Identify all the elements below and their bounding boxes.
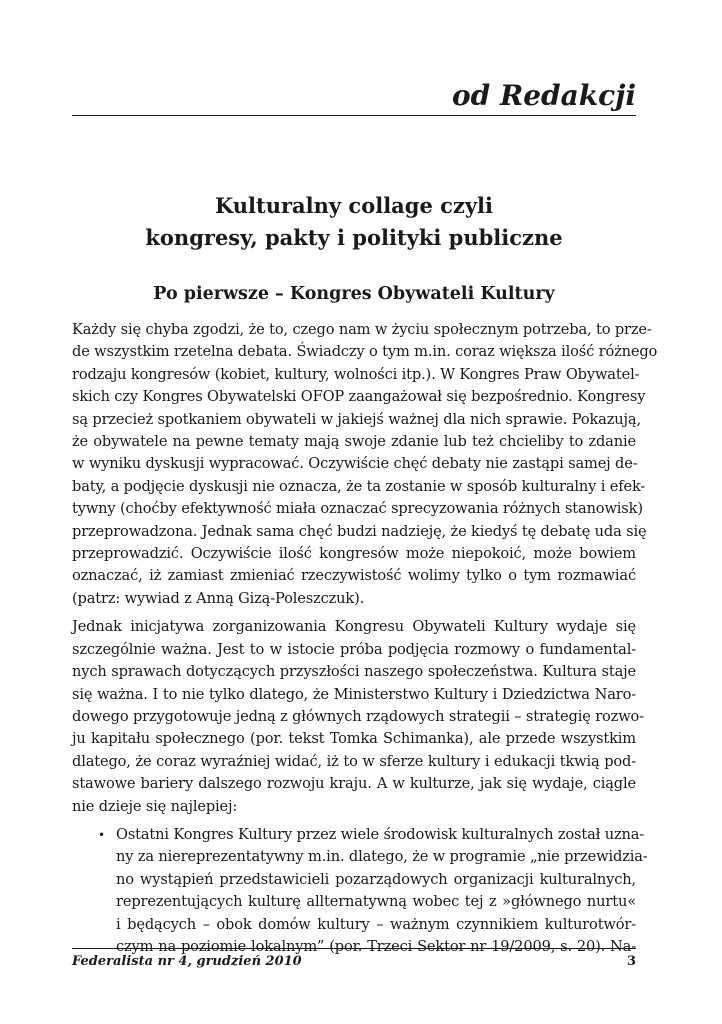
paragraph-1-line: tywny (choćby efektywność miała oznaczać sprecyzowania różnych stanowisk) [72,500,643,518]
bullet-icon: • [98,827,105,842]
paragraph-2 [72,616,644,818]
paragraph-2-line: się ważna. I to nie tylko dlatego, że Ministerstwo Kultury i Dziedzictwa Naro- [72,685,636,703]
paragraph-1 [72,319,658,610]
article-title-line-2: kongresy, pakty i polityki publiczne [145,225,563,250]
paragraph-1-line: de wszystkim rzetelna debata. Świadczy o tym m.in. coraz większa ilość różnego [72,343,658,361]
paragraph-1-line: że obywatele na pewne tematy mają swoje zdanie lub też chcieliby to zdanie [72,433,636,451]
paragraph-2-line: nie dzieje się najlepiej: [72,797,238,815]
paragraph-2-line: Jednak inicjatywa zorganizowania Kongresu Obywateli Kultury wydaje się [72,618,636,636]
bullet-line: Ostatni Kongres Kultury przez wiele środowisk kulturalnych został uzna- [116,825,645,843]
footer-divider [72,948,636,949]
paragraph-2-line: ju kapitału społecznego (por. tekst Tomka Schimanka), ale przede wszystkim [72,730,636,748]
bullet-line: no wystąpień przedstawicieli pozarządowych organizacji kulturalnych, [116,870,636,888]
bullet-list [72,824,648,958]
paragraph-2-line: szczególnie ważna. Jest to w istocie próba podjęcia rozmowy o fundamental- [72,640,636,658]
page-footer [72,952,636,972]
header-divider [72,115,636,116]
paragraph-1-line: w wyniku dyskusji wypracować. Oczywiście chęć debaty nie zastąpi samej de- [72,455,638,473]
section-heading: Po pierwsze – Kongres Obywateli Kultury [153,284,555,304]
paragraph-1-line: skich czy Kongres Obywatelski OFOP zaangażował się bezpośrednio. Kongresy [72,388,646,406]
paragraph-2-line: nych sprawach dotyczących przyszłości naszego społeczeństwa. Kultura staje [72,663,636,681]
paragraph-1-line: oznaczać, iż zamiast zmieniać rzeczywistość wolimy tylko o tym rozmawiać [72,567,636,585]
list-item [72,824,648,958]
paragraph-1-line: przeprowadzić. Oczywiście ilość kongresów może niepokoić, może bowiem [72,545,636,563]
paragraph-2-line: stawowe bariery dalszego rozwoju kraju. A w kulturze, jak się wydaje, ciągle [72,775,636,793]
bullet-line: i będących – obok domów kultury – ważnym czynnikiem kulturotwór- [116,915,636,933]
paragraph-1-line: przeprowadzona. Jednak sama chęć budzi nadzieję, że kiedyś tę debatę uda się [72,522,647,540]
paragraph-1-line: są przecież spotkaniem obywateli w jakiejś ważnej dla nich sprawie. Pokazują, [72,410,641,428]
article-title-line-1: Kulturalny collage czyli [214,193,493,218]
paragraph-1-line: baty, a podjęcie dyskusji nie oznacza, że ta zostanie w sposób kulturalny i efek- [72,477,646,495]
article-body [72,319,658,958]
publication-info: Federalista nr 4, grudzień 2010 [72,954,302,969]
page-number: 3 [626,954,636,969]
paragraph-2-line: dowego przygotowuje jedną z głównych rządowych strategii – strategię rozwo- [72,707,644,725]
article-title [72,190,636,254]
bullet-line: czym na poziomie lokalnym” (por. Trzeci Sektor nr 19/2009, s. 20). Na- [116,937,636,955]
bullet-line: reprezentujących kulturę allternatywną wobec tej z »głównego nurtu« [116,893,636,911]
paragraph-1-line: rodzaju kongresów (kobiet, kultury, wolności itp.). W Kongres Praw Obywatel- [72,365,640,383]
paragraph-1-line: Każdy się chyba zgodzi, że to, czego nam w życiu społecznym potrzeba, to prze- [72,321,652,338]
section-header: od Redakcji [451,79,636,112]
paragraph-1-line: (patrz: wywiad z Anną Gizą-Poleszczuk). [72,589,365,607]
bullet-line: ny za niereprezentatywny m.in. dlatego, że w programie „nie przewidzia- [116,848,648,866]
paragraph-2-line: dlatego, że coraz wyraźniej widać, iż to w sferze kultury i edukacji tkwią pod- [72,752,636,770]
